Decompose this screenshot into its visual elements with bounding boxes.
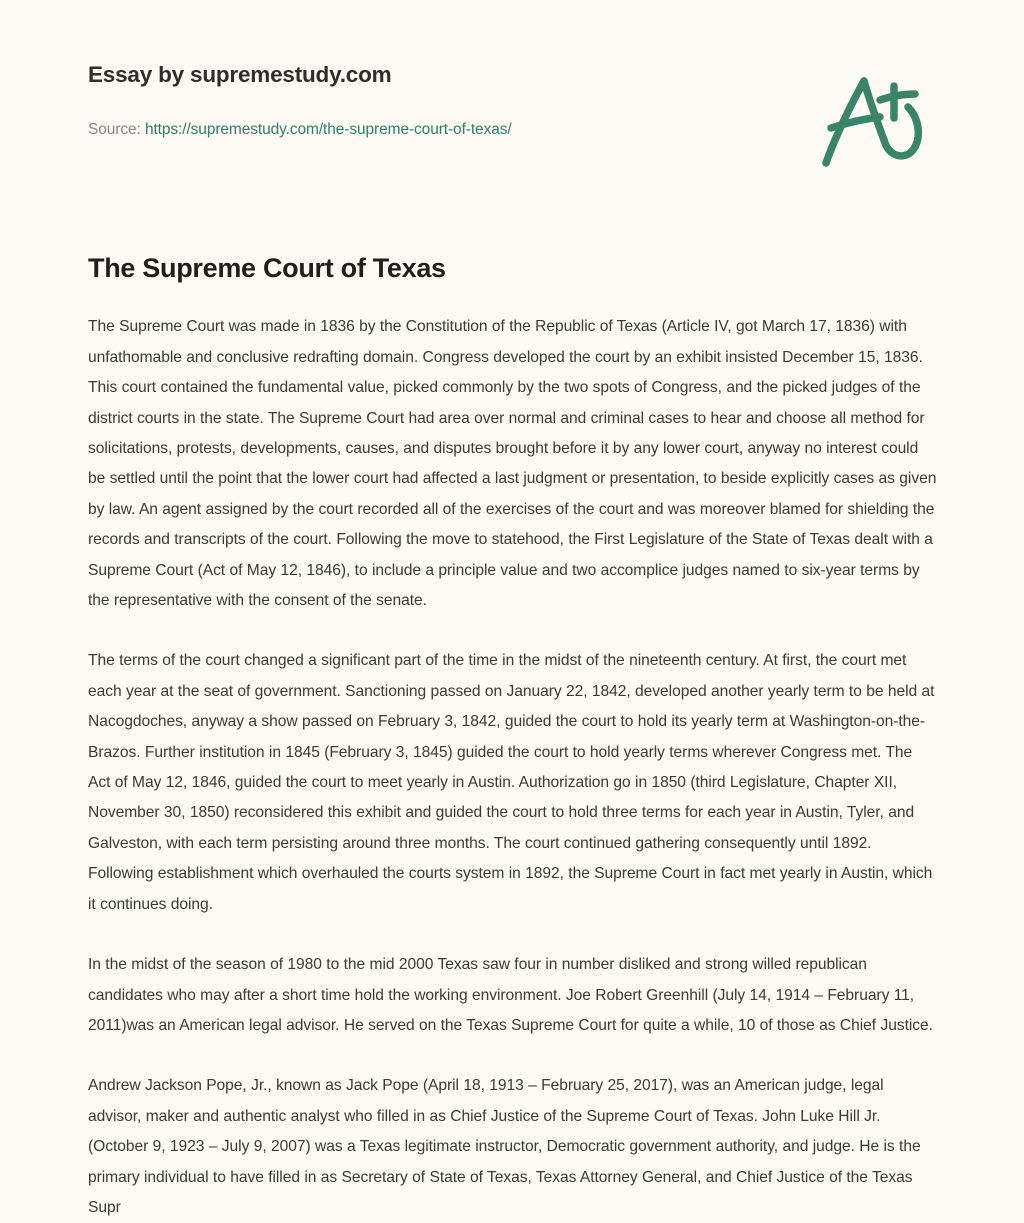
a-plus-logo xyxy=(812,66,934,170)
source-line xyxy=(88,121,512,139)
a-plus-logo-icon xyxy=(812,66,934,170)
source-url-link[interactable]: https://supremestudy.com/the-supreme-court-of-texas/ xyxy=(144,121,512,138)
paragraph: The terms of the court changed a significant part of the time in the midst of the nineteenth century. At first, the court met each year at the seat of government. Sanctioning passed on January 22, 1842, developed another yearly term to be held at Nacogdoches, anyway a show passed on February 3, 1842, guided the court to hold its yearly term at Washington-on-the-Brazos. Further institution in 1845 (February 3, 1845) guided the court to hold yearly terms wherever Congress met. The Act of May 12, 1846, guided the court to meet yearly in Austin. Authorization go in 1850 (third Legislature, Chapter XII, November 30, 1850) reconsidered this exhibit and guided the court to hold three terms for each year in Austin, Tyler, and Galveston, with each term persisting around three months. The court continued gathering consequently until 1892. Following establishment which overhauled the courts system in 1892, the Supreme Court in fact met yearly in Austin, which it continues doing. xyxy=(88,652,935,913)
article-body xyxy=(88,252,938,1223)
byline: Essay by supremestudy.com xyxy=(88,62,392,87)
paragraph: The Supreme Court was made in 1836 by the Constitution of the Republic of Texas (Article IV, got March 17, 1836) with unfathomable and conclusive redrafting domain. Congress developed the court by an exhibit insisted December 15, 1836. This court contained the fundamental value, picked commonly by the two spots of Congress, and the picked judges of the district courts in the state. The Supreme Court had area over normal and criminal cases to hear and choose all method for solicitations, protests, developments, causes, and disputes brought before it by any lower court, anyway no interest could be settled until the point that the lower court had affected a last judgment or presentation, to beside explicitly cases as given by law. An agent assigned by the court recorded all of the exercises of the court and was moreover blamed for shielding the records and transcripts of the court. Following the move to statehood, the First Legislature of the State of Texas dealt with a Supreme Court (Act of May 12, 1846), to include a principle value and two accomplice judges named to six-year terms by the representative with the consent of the senate. xyxy=(88,318,937,610)
page-title: The Supreme Court of Texas xyxy=(88,253,446,283)
document-header xyxy=(0,0,1024,210)
source-label: Source: xyxy=(88,121,141,138)
paragraph: In the midst of the season of 1980 to the mid 2000 Texas saw four in number disliked and strong willed republican candidates who may after a short time hold the working environment. Joe Robert Greenhill (July 14, 1914 – February 11, 2011)was an American legal advisor. He served on the Texas Supreme Court for quite a while, 10 of those as Chief Justice. xyxy=(88,956,933,1034)
paragraph: Andrew Jackson Pope, Jr., known as Jack Pope (April 18, 1913 – February 25, 2017), was an American judge, legal advisor, maker and authentic analyst who filled in as Chief Justice of the Supreme Court of Texas. John Luke Hill Jr. (October 9, 1923 – July 9, 2007) was a Texas legitimate instructor, Democratic government authority, and judge. He is the primary individual to have filled in as Secretary of State of Texas, Texas Attorney General, and Chief Justice of the Texas Supr xyxy=(88,1077,921,1216)
